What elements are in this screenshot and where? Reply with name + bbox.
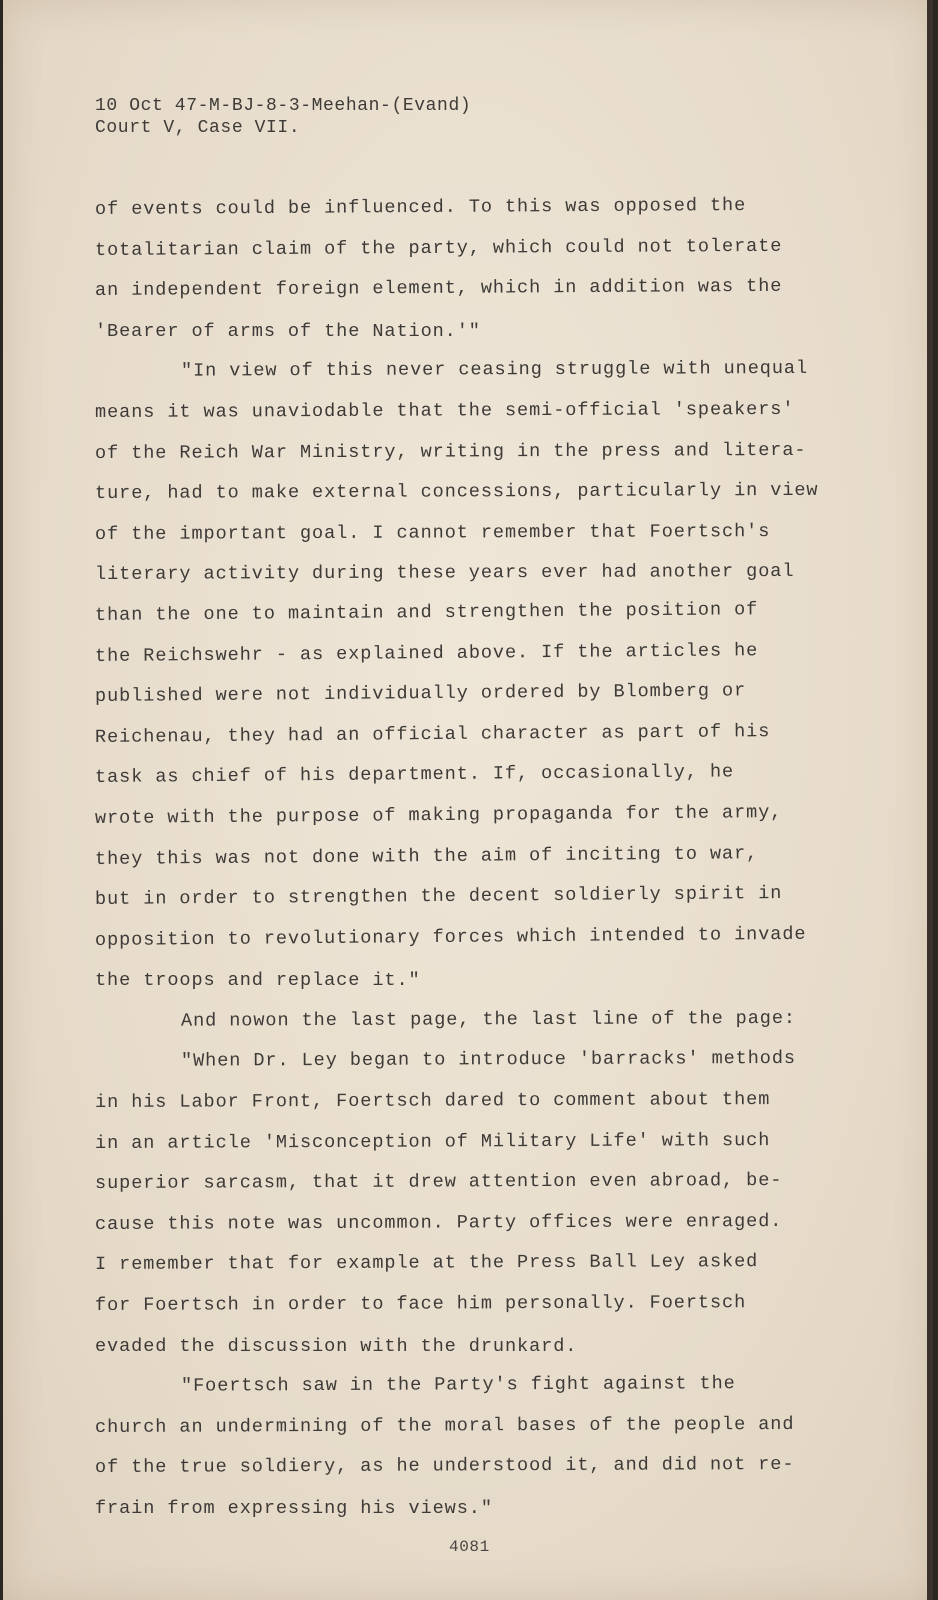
- text-line: means it was unaviodable that the semi-official 'speakers': [94, 398, 795, 423]
- text-line: And nowon the last page, the last line of the page:: [180, 1007, 797, 1032]
- page-number: 4081: [449, 1538, 490, 1556]
- text-line: of the Reich War Ministry, writing in the press and litera-: [94, 439, 807, 464]
- header-reference: 10 Oct 47-M-BJ-8-3-Meehan-(Evand): [95, 96, 472, 116]
- header-court-case: Court V, Case VII.: [95, 118, 301, 138]
- transcript-body: [95, 190, 855, 1530]
- text-line: the Reichswehr - as explained above. If the articles he: [94, 639, 759, 667]
- text-line: the troops and replace it.": [95, 970, 421, 992]
- text-line: evaded the discussion with the drunkard.: [95, 1335, 578, 1357]
- text-line: opposition to revolutionary forces which intended to invade: [94, 923, 807, 951]
- text-line: an independent foreign element, which in addition was the: [94, 275, 783, 302]
- text-line: in his Labor Front, Foertsch dared to comment about them: [94, 1089, 771, 1114]
- text-line: than the one to maintain and strengthen the position of: [94, 599, 759, 626]
- text-line: of events could be influenced. To this was opposed the: [94, 195, 747, 220]
- text-line: 'Bearer of arms of the Nation.'": [95, 320, 481, 342]
- text-line: published were not individually ordered by Blomberg or: [94, 680, 747, 708]
- text-line: superior sarcasm, that it drew attention even abroad, be-: [94, 1170, 783, 1195]
- text-line: ture, had to make external concessions, particularly in view: [94, 479, 819, 505]
- text-line: "In view of this never ceasing struggle with unequal: [180, 358, 809, 382]
- text-line: wrote with the purpose of making propaganda for the army,: [94, 801, 783, 829]
- text-line: of the true soldiery, as he understood it, and did not re-: [94, 1454, 795, 1479]
- document-header: [95, 95, 471, 139]
- text-line: "Foertsch saw in the Party's fight against the: [180, 1373, 736, 1397]
- text-line: "When Dr. Ley began to introduce 'barracks' methods: [180, 1048, 797, 1073]
- text-line: cause this note was uncommon. Party offices were enraged.: [94, 1210, 783, 1235]
- text-line: they this was not done with the aim of inciting to war,: [94, 842, 759, 870]
- text-line: but in order to strengthen the decent soldierly spirit in: [94, 883, 783, 911]
- text-line: in an article 'Misconception of Military Life' with such: [94, 1129, 771, 1154]
- document-page: [3, 0, 933, 1600]
- text-line: totalitarian claim of the party, which could not tolerate: [94, 235, 783, 261]
- text-line: for Foertsch in order to face him personally. Foertsch: [94, 1292, 747, 1317]
- text-line: task as chief of his department. If, occasionally, he: [94, 761, 735, 789]
- text-line: I remember that for example at the Press Ball Ley asked: [94, 1251, 759, 1276]
- text-line: frain from expressing his views.": [95, 1498, 493, 1519]
- page-edge: [927, 0, 933, 1600]
- text-line: of the important goal. I cannot remember that Foertsch's: [94, 520, 771, 545]
- text-line: Reichenau, they had an official character as part of his: [94, 720, 771, 748]
- text-line: literary activity during these years ever had another goal: [94, 561, 795, 586]
- text-line: church an undermining of the moral bases of the people and: [94, 1413, 795, 1438]
